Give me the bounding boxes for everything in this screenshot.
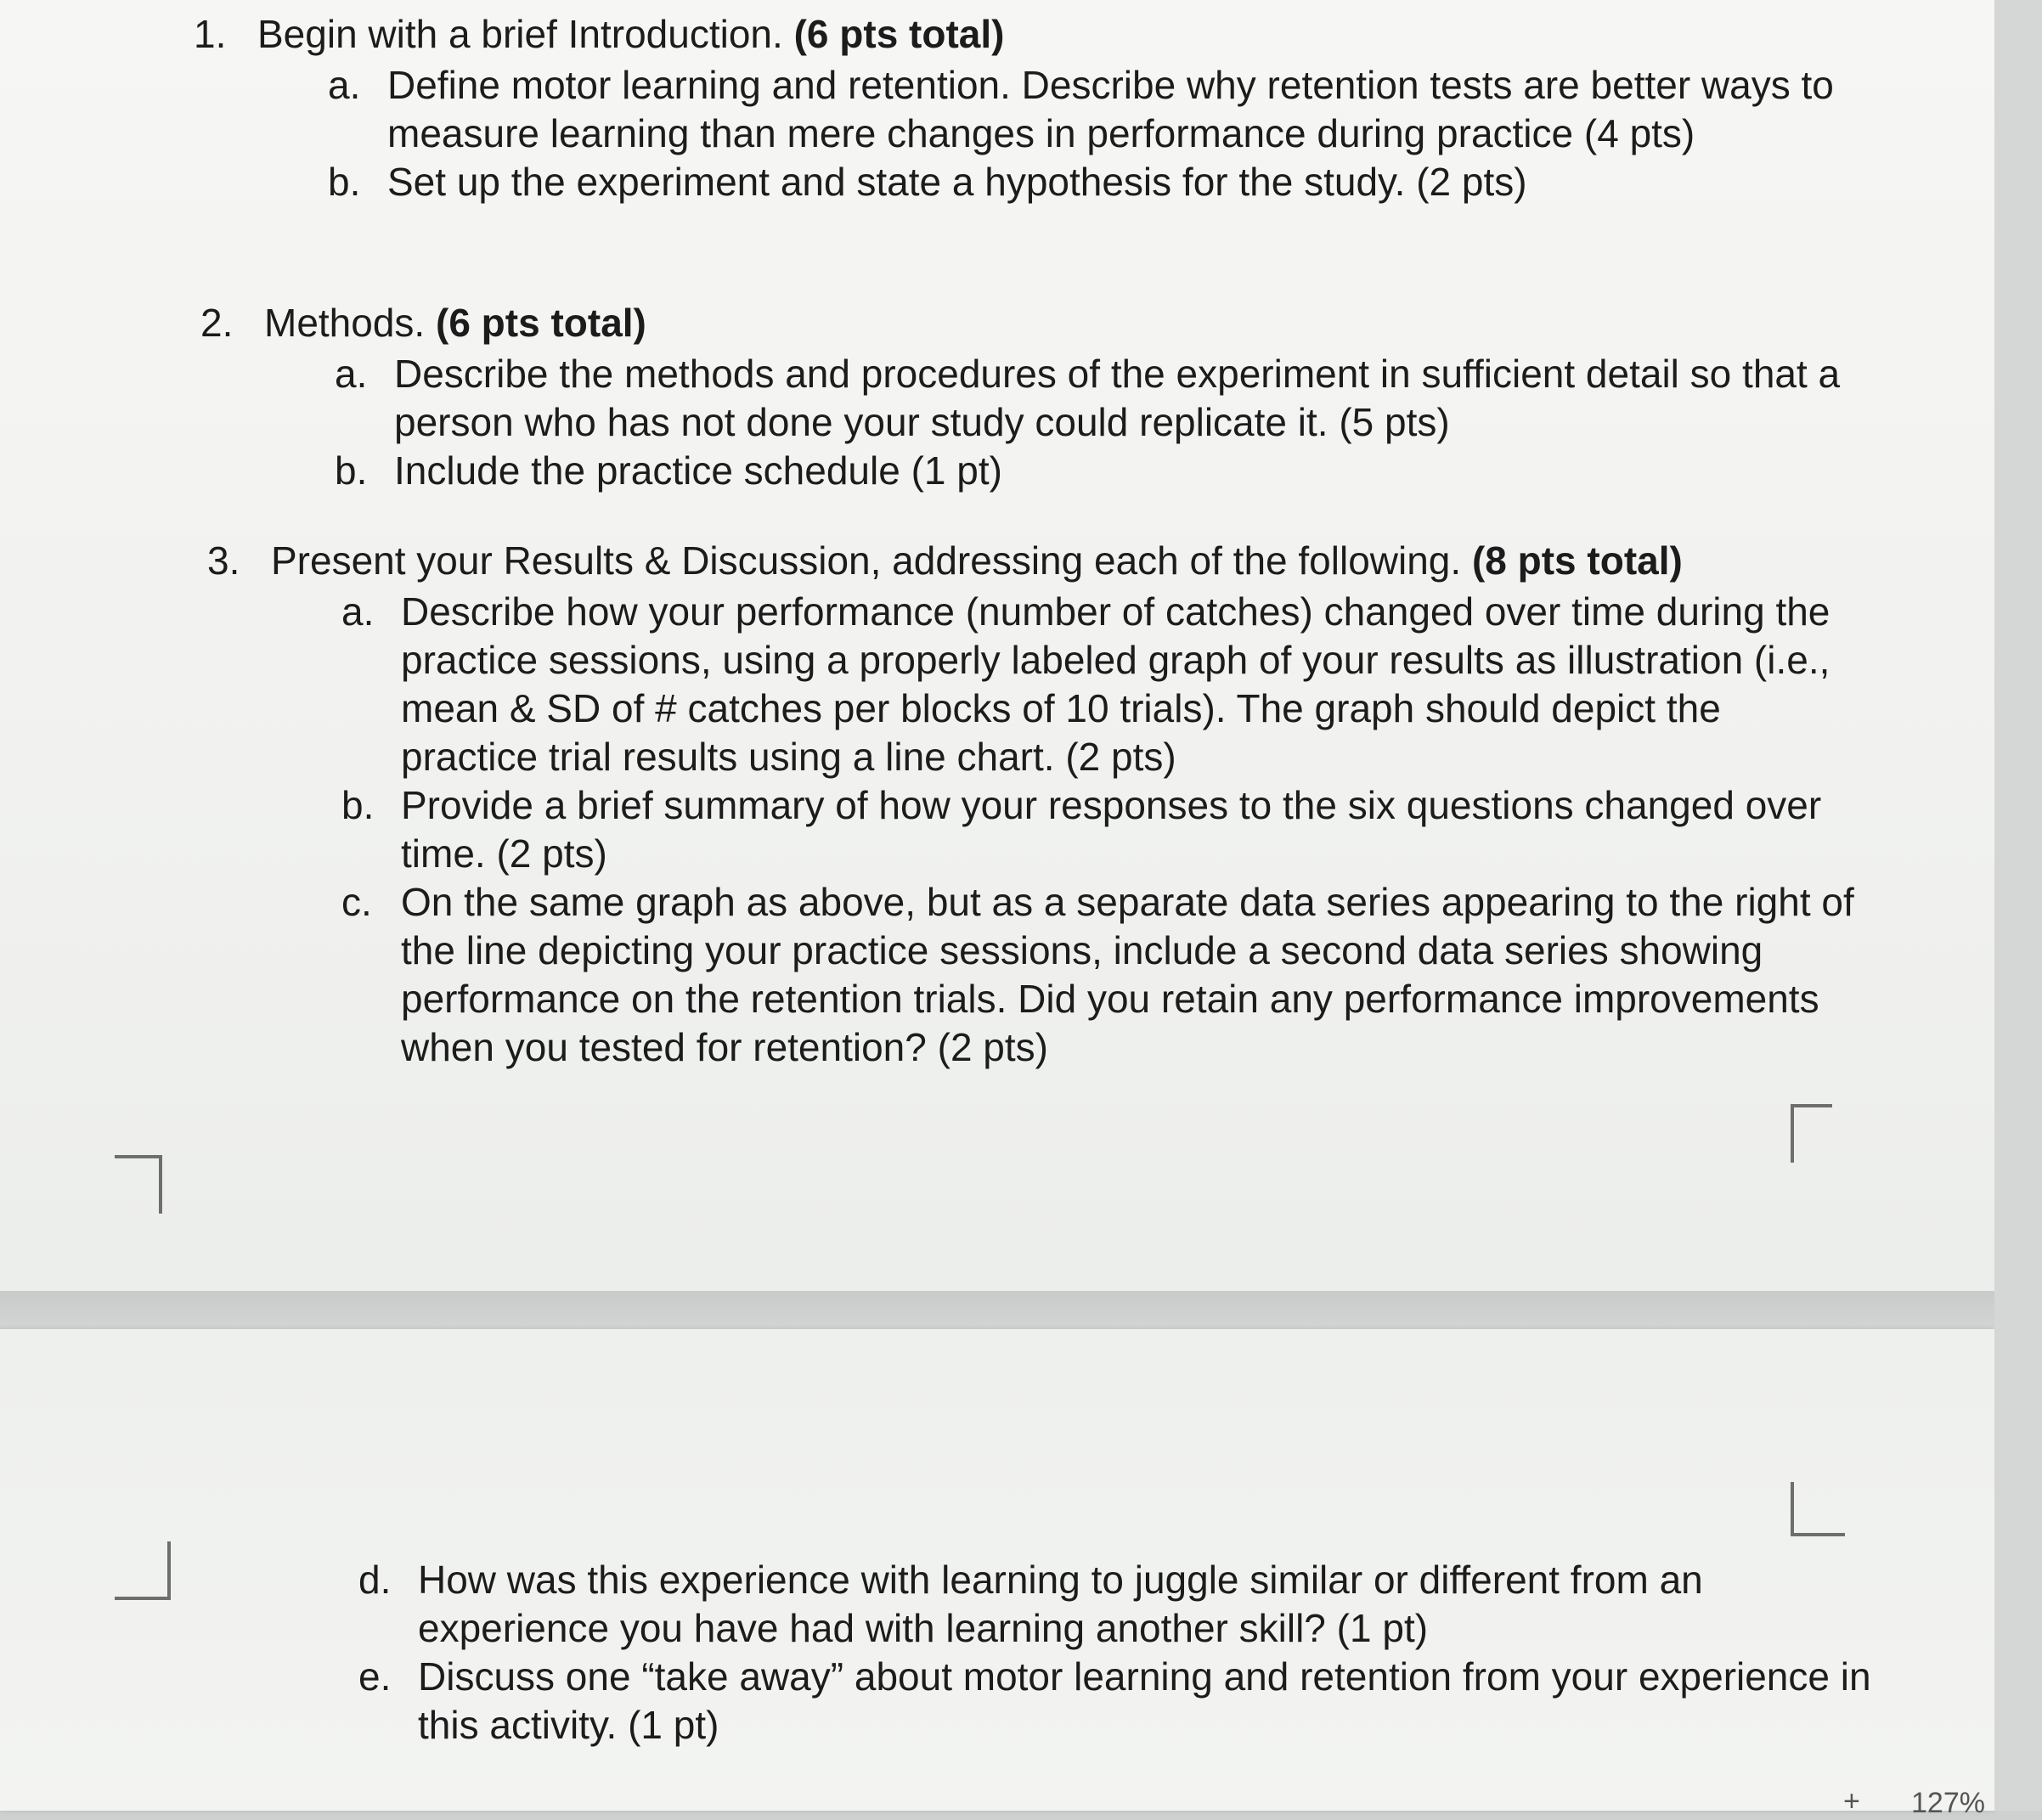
item-text: Describe how your performance (number of catches) changed over time during the practice sessions, using a properly labeled graph of your results as illustration (i.e., mean & SD of # catches per blocks of 10 trials). The graph should depict the practice trial results using a line chart. (2 pts) [401,589,1830,779]
page-gap [0,1291,2042,1329]
item-letter: b. [328,160,361,204]
item-text: Define motor learning and retention. Describe why retention tests are better ways to measure learning than mere changes in performance during practice (4 pts) [387,63,1834,155]
item-text: Describe the methods and procedures of the experiment in sufficient detail so that a person who has not done your study could replicate it. (5 pts) [394,352,1841,444]
item-letter: d. [358,1558,392,1602]
crop-mark-page2-top-right [1791,1482,1845,1536]
item-text: Include the practice schedule (1 pt) [394,448,1002,493]
crop-mark-bottom-left [115,1155,162,1214]
list-item [328,61,1848,158]
item-letter: a. [341,589,375,634]
list-item [341,588,1862,781]
section-points: (8 pts total) [1471,538,1683,583]
crop-mark-page2-top-left [115,1541,171,1600]
item-text: Set up the experiment and state a hypothesis for the study. (2 pts) [387,160,1527,204]
zoom-in-button[interactable]: + [1843,1785,1860,1817]
section-number: 2. [200,301,234,345]
list-item [358,1653,1879,1750]
item-text: Discuss one “take away” about motor learning and retention from your experience in this activity. (1 pt) [418,1654,1871,1747]
item-letter: e. [358,1654,392,1699]
section-results-discussion [207,537,1862,1072]
section-number: 3. [207,538,240,583]
item-letter: b. [341,783,375,827]
section-points: (6 pts total) [793,12,1005,56]
list-item [358,1556,1879,1653]
item-text: On the same graph as above, but as a separate data series appearing to the right of the line depicting your practice sessions, include a second data series showing performance on the retention trials. Did you retain any performance improvements when you tested for retention? (2 pts) [401,880,1854,1069]
section-title: Present your Results & Discussion, addressing each of the following. [271,538,1462,583]
list-item [341,781,1862,878]
section-methods [200,299,1855,495]
section-number: 1. [194,12,227,56]
section-header [200,299,1855,347]
item-text: How was this experience with learning to juggle similar or different from an experience you have had with learning another skill? (1 pt) [418,1558,1703,1650]
window-edge [1994,0,2042,1811]
item-text: Provide a brief summary of how your responses to the six questions changed over time. (2 pts) [401,783,1822,876]
zoom-level[interactable]: 127% [1911,1787,1985,1819]
section-header [207,537,1862,585]
section-points: (6 pts total) [436,301,646,345]
item-letter: a. [335,352,368,396]
section-header [194,10,1848,59]
item-letter: a. [328,63,361,107]
list-item [335,350,1855,447]
item-letter: b. [335,448,368,493]
section-results-discussion-continued [224,1556,1879,1750]
item-letter: c. [341,880,372,924]
list-item [328,158,1848,206]
section-title: Methods. [264,301,426,345]
list-item [335,447,1855,495]
crop-mark-top-right [1791,1104,1832,1163]
list-item [341,878,1862,1072]
section-title: Begin with a brief Introduction. [257,12,783,56]
section-introduction [194,10,1848,206]
